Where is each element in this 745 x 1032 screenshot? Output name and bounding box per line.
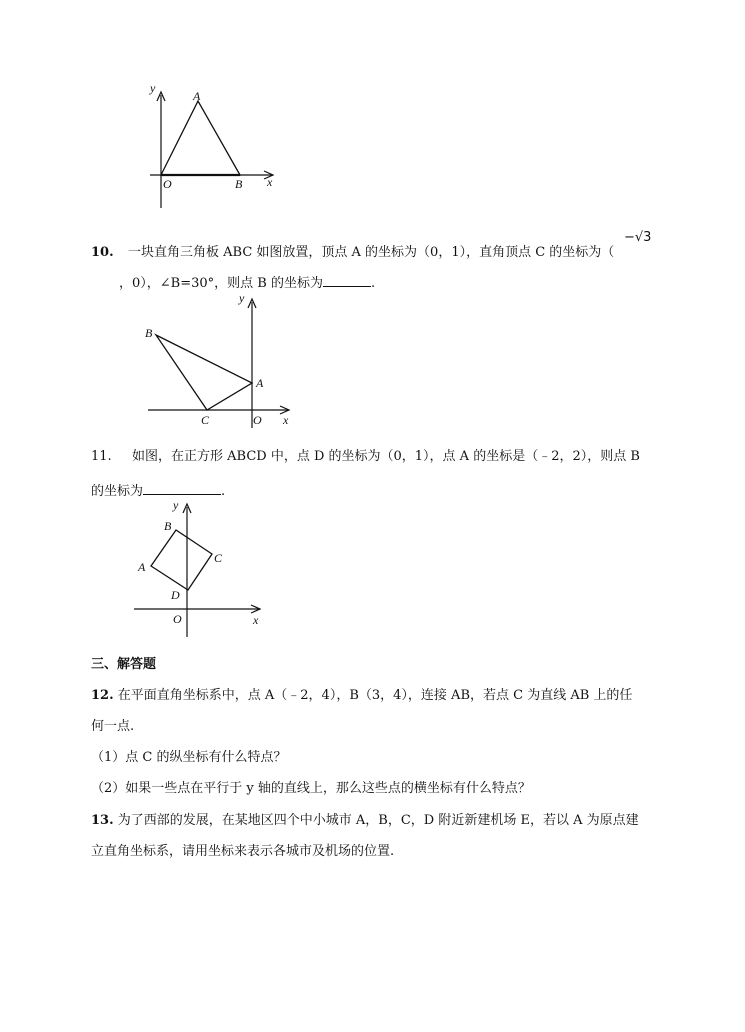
figure-right-triangle-abc <box>140 290 300 430</box>
y-axis-label: y <box>239 291 245 305</box>
x-axis-label: x <box>267 175 273 189</box>
y-axis-label: y <box>150 81 156 95</box>
q13-line2: 立直角坐标系，请用坐标来表示各城市及机场的位置. <box>91 844 395 859</box>
q10-number: 10. <box>91 245 114 260</box>
point-b-label: B <box>145 326 153 340</box>
x-axis-label: x <box>283 413 289 427</box>
q12-line1 <box>91 687 632 705</box>
q13-line1 <box>91 812 639 830</box>
q11-line2-text: 的坐标为 <box>91 484 144 499</box>
x-axis-label: x <box>253 613 259 627</box>
point-b-label: B <box>164 519 172 533</box>
point-b-label: B <box>235 177 243 191</box>
q11-number: 11. <box>91 449 112 464</box>
origin-label: O <box>173 612 182 626</box>
point-a-label: A <box>256 376 264 390</box>
q10-answer-blank[interactable] <box>323 272 371 287</box>
q10-line1: 一块直角三角板 ABC 如图放置，顶点 A 的坐标为（0，1），直角顶点 C 的坐标为（ <box>128 245 615 260</box>
q11-answer-blank[interactable] <box>143 480 221 495</box>
point-a-label: A <box>193 89 201 103</box>
q12-sub1: （1）点 C 的纵坐标有什么特点？ <box>91 750 287 765</box>
y-axis-label: y <box>173 498 179 512</box>
q11-line1: 如图，在正方形 ABCD 中，点 D 的坐标为（0，1），点 A 的坐标是（﹣2，2），则点 B <box>132 449 640 464</box>
q13-number: 13. <box>91 813 114 828</box>
point-d-label: D <box>171 588 180 602</box>
q12-line1-text: 在平面直角坐标系中，点 A（﹣2，4），B（3，4），连接 AB，若点 C 为直线 AB 上的任 <box>117 688 633 703</box>
figure-triangle-oab <box>130 80 290 215</box>
point-c-label: C <box>214 551 223 565</box>
q10-line2-text: ，0），∠B=30°，则点 B 的坐标为 <box>119 276 323 291</box>
q12-sub2: （2）如果一些点在平行于 y 轴的直线上，那么这些点的横坐标有什么特点？ <box>91 781 531 796</box>
origin-label: O <box>253 413 262 427</box>
q12-line2: 何一点. <box>91 719 135 734</box>
figure-square-abcd <box>128 495 268 635</box>
section-title: 三、解答题 <box>91 657 157 672</box>
point-c-label: C <box>201 413 210 427</box>
q12-number: 12. <box>91 688 114 703</box>
q10-line2-end: . <box>370 276 376 291</box>
q13-line1-text: 为了西部的发展，在某地区四个中小城市 A，B，C，D 附近新建机场 E，若以 A 为原点建 <box>117 813 639 828</box>
origin-label: O <box>163 177 172 191</box>
q10-neg-sqrt3: −√3 <box>624 230 652 245</box>
point-a-label: A <box>138 560 146 574</box>
q11-line2-end: . <box>221 484 226 499</box>
